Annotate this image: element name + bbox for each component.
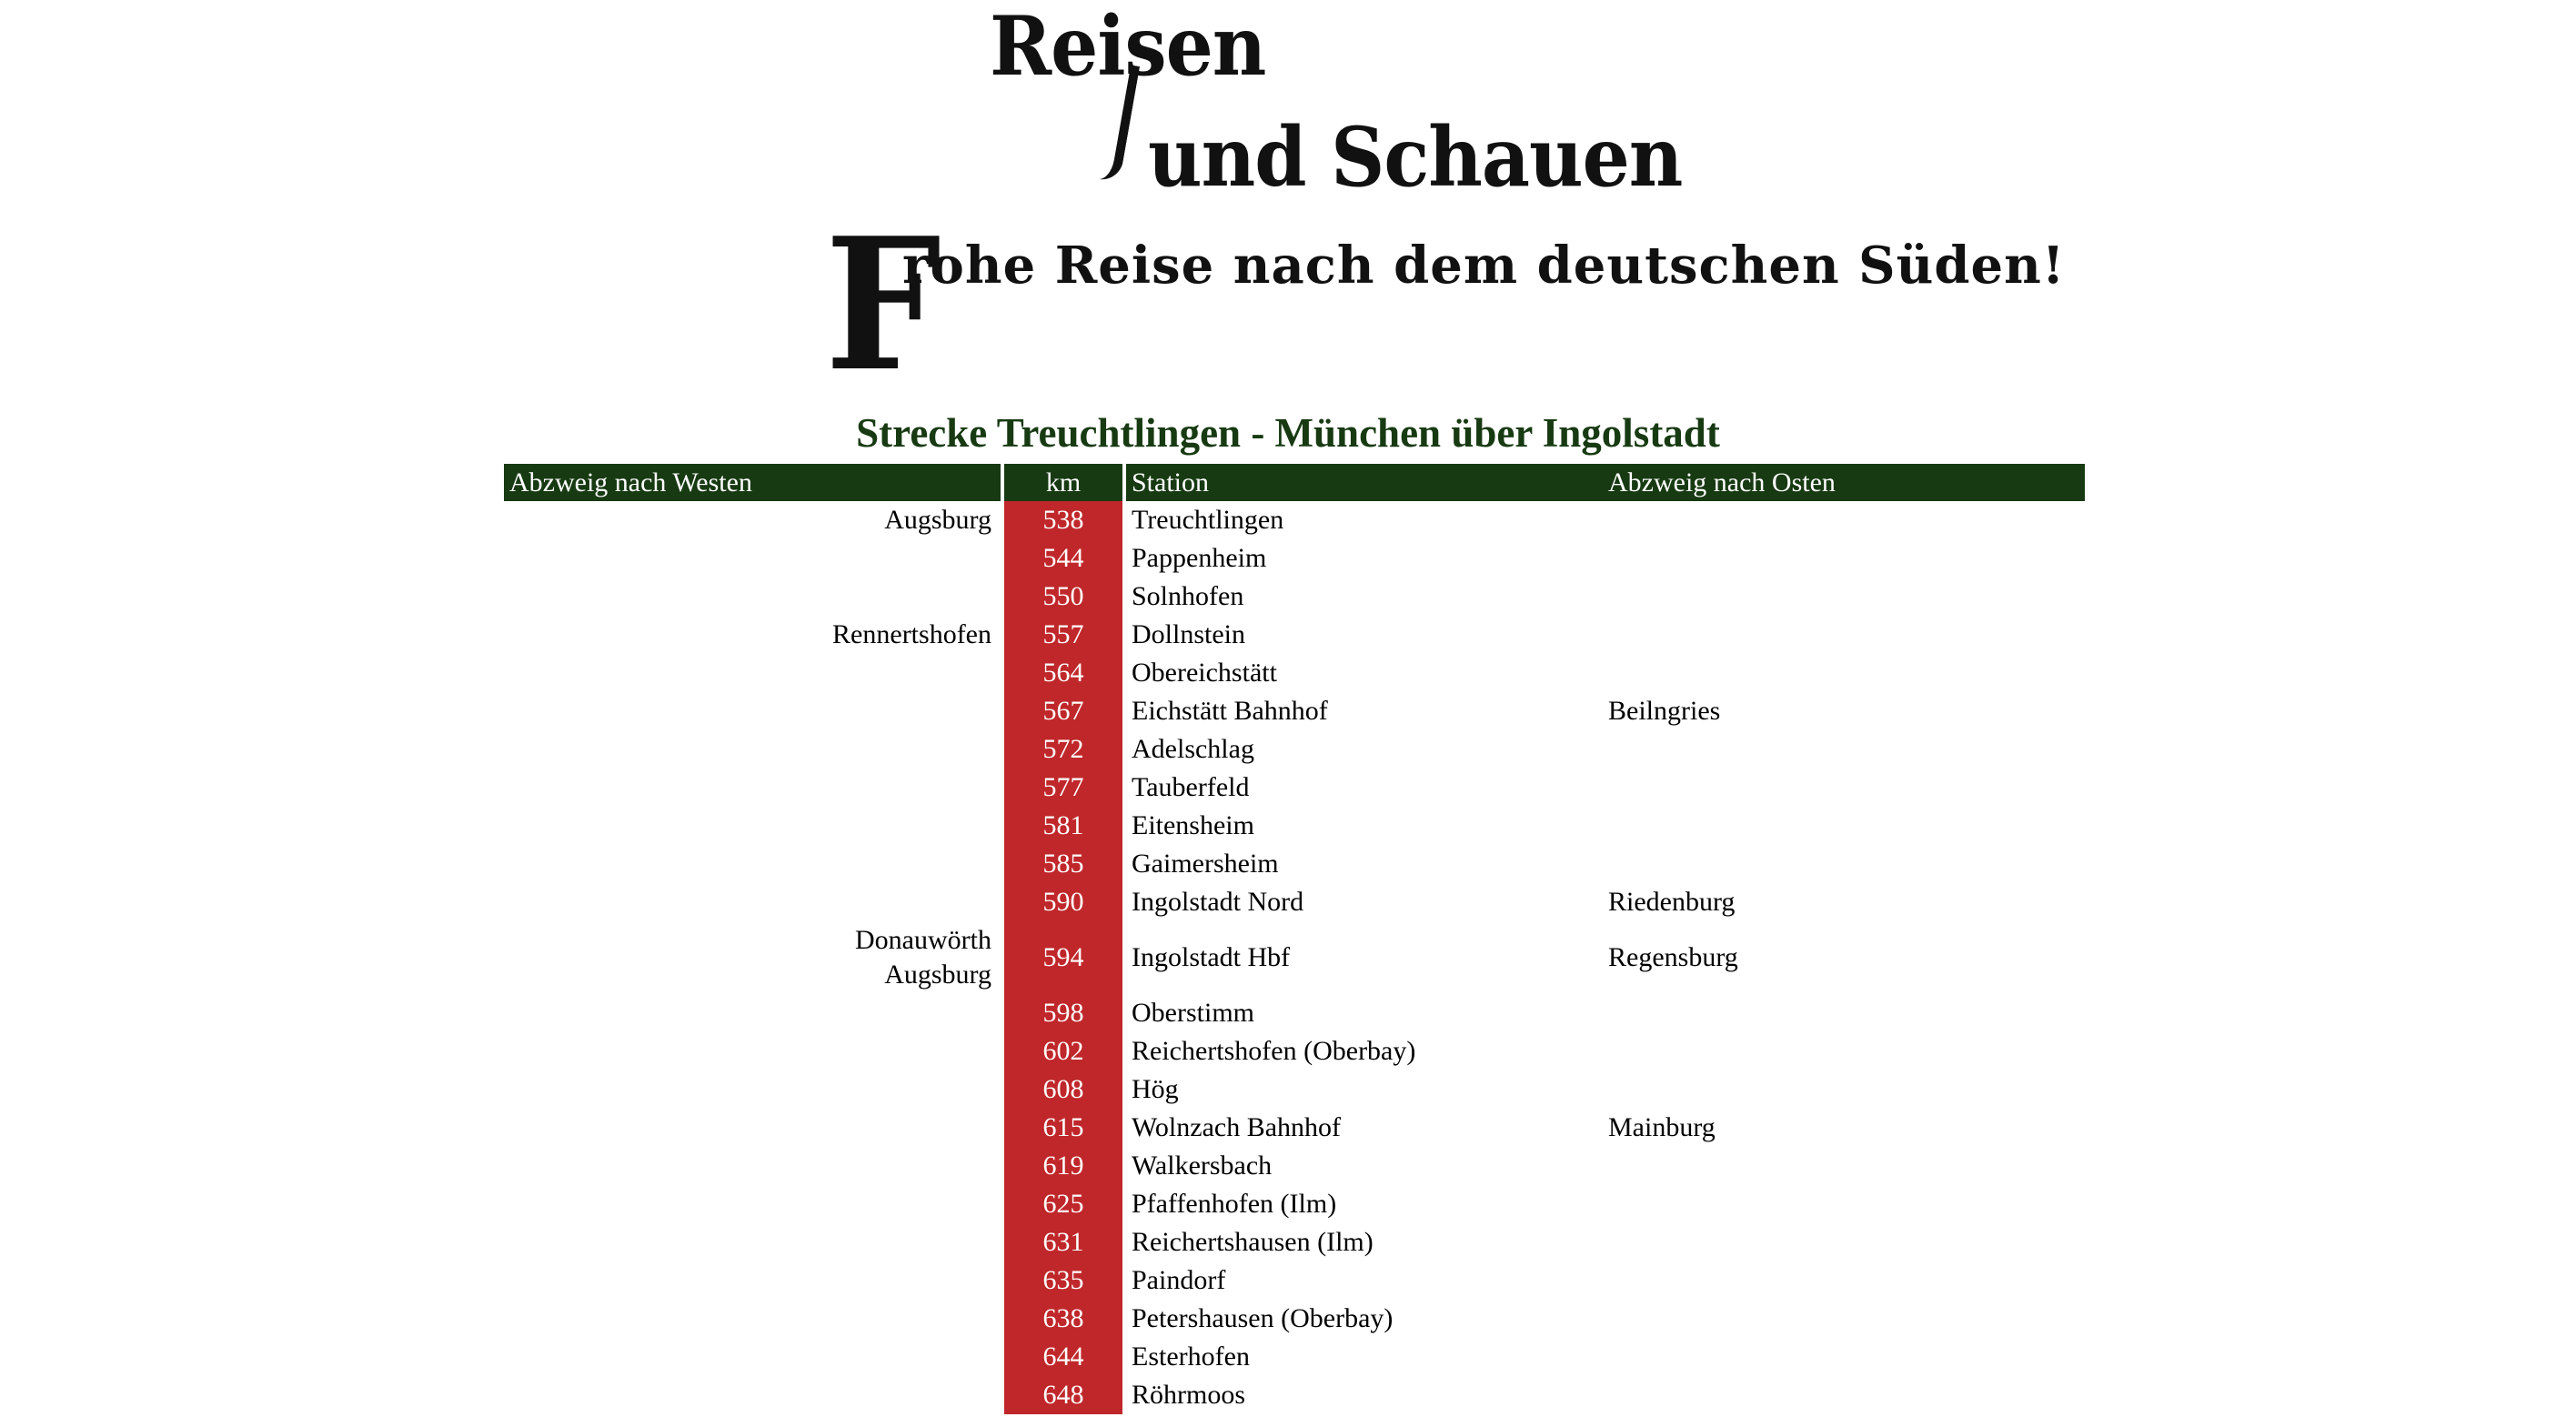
km-cell: 567 (1004, 692, 1122, 730)
km-cell: 550 (1004, 578, 1122, 616)
table-row (504, 578, 2085, 616)
station-cell: Adelschlag (1132, 734, 1254, 764)
table-row (504, 1376, 2085, 1414)
km-cell: 635 (1004, 1261, 1122, 1300)
station-cell: Paindorf (1132, 1265, 1226, 1295)
west-branch-cell (504, 807, 1001, 845)
km-cell: 615 (1004, 1109, 1122, 1147)
station-cell: Pfaffenhofen (Ilm) (1132, 1189, 1337, 1219)
west-branch-cell (504, 616, 1001, 654)
east-branch-cell (1603, 1070, 2085, 1109)
km-cell: 648 (1004, 1376, 1122, 1414)
motto-text: rohe Reise nach dem deutschen Süden! (902, 236, 2066, 296)
km-cell: 631 (1004, 1223, 1122, 1261)
east-branch-cell (1603, 845, 2085, 883)
east-branch-cell (1603, 769, 2085, 807)
station-cell: Petershausen (Oberbay) (1132, 1303, 1394, 1333)
table-row (504, 1185, 2085, 1223)
station-cell: Eichstätt Bahnhof (1132, 696, 1328, 726)
header-station: Station (1126, 464, 1603, 501)
km-cell: 602 (1004, 1032, 1122, 1070)
west-branch-cell (504, 1376, 1001, 1414)
east-branch-cell (1603, 1147, 2085, 1185)
table-row (504, 921, 2085, 994)
station-cell: Pappenheim (1132, 543, 1267, 573)
header-west: Abzweig nach Westen (504, 464, 1001, 501)
east-branch-cell (1603, 807, 2085, 845)
station-cell: Gaimersheim (1132, 849, 1279, 879)
table-row (504, 1032, 2085, 1070)
km-cell: 625 (1004, 1185, 1122, 1223)
table-row (504, 692, 2085, 730)
west-branch-cell (504, 501, 1001, 539)
table-row (504, 654, 2085, 692)
km-cell: 557 (1004, 616, 1122, 654)
table-row (504, 769, 2085, 807)
km-cell: 590 (1004, 883, 1122, 921)
table-row (504, 1261, 2085, 1300)
logo-line-1: Reisen (990, 0, 1266, 95)
west-branch-cell (504, 1032, 1001, 1070)
station-cell: Solnhofen (1132, 581, 1244, 611)
west-branch-cell (504, 1109, 1001, 1147)
east-branch-cell (1603, 578, 2085, 616)
km-cell: 644 (1004, 1338, 1122, 1376)
station-cell: Walkersbach (1132, 1151, 1273, 1181)
route-table-body (504, 501, 2085, 1414)
east-branch-cell (1603, 1338, 2085, 1376)
west-branch-name: Rennertshofen (832, 619, 991, 649)
table-row (504, 1070, 2085, 1109)
west-branch-cell (504, 1070, 1001, 1109)
table-row (504, 1147, 2085, 1185)
east-branch-cell (1603, 1376, 2085, 1414)
west-branch-cell (504, 654, 1001, 692)
station-cell: Ingolstadt Hbf (1132, 942, 1291, 972)
east-branch-cell (1603, 539, 2085, 578)
table-row (504, 845, 2085, 883)
east-branch-cell (1603, 501, 2085, 539)
station-cell: Treuchtlingen (1132, 505, 1284, 535)
route-table (504, 464, 2085, 1414)
station-cell: Reichertshofen (Oberbay) (1132, 1036, 1416, 1066)
station-cell: Dollnstein (1132, 619, 1245, 649)
east-branch-cell (1603, 730, 2085, 769)
west-branch-cell (504, 1261, 1001, 1300)
west-branch-cell (504, 692, 1001, 730)
table-row (504, 1109, 2085, 1147)
km-cell: 619 (1004, 1147, 1122, 1185)
east-branch-cell (1603, 1223, 2085, 1261)
km-cell: 585 (1004, 845, 1122, 883)
west-branch-cell (504, 1223, 1001, 1261)
west-branch-name: Augsburg (884, 505, 991, 535)
east-branch-cell: Mainburg (1608, 1112, 1716, 1142)
page-title: Strecke Treuchtlingen - München über Ingolstadt (856, 410, 1720, 456)
km-cell: 544 (1004, 539, 1122, 578)
motto-initial: F (825, 198, 941, 412)
station-cell: Röhrmoos (1132, 1380, 1246, 1410)
km-cell: 598 (1004, 994, 1122, 1032)
station-cell: Hög (1132, 1074, 1179, 1104)
east-branch-cell (1603, 1185, 2085, 1223)
east-branch-cell (1603, 1261, 2085, 1300)
west-branch-cell (504, 883, 1001, 921)
km-cell: 638 (1004, 1300, 1122, 1338)
east-branch-cell: Regensburg (1608, 942, 1738, 972)
km-cell: 564 (1004, 654, 1122, 692)
table-header-row (504, 464, 2085, 501)
east-branch-cell (1603, 1300, 2085, 1338)
east-branch-cell: Riedenburg (1608, 887, 1736, 917)
table-row (504, 616, 2085, 654)
east-branch-cell (1603, 1032, 2085, 1070)
km-cell: 572 (1004, 730, 1122, 769)
table-row (504, 807, 2085, 845)
header-km: km (1004, 464, 1122, 501)
east-branch-cell (1603, 654, 2085, 692)
west-branch-cell (504, 1338, 1001, 1376)
km-cell: 608 (1004, 1070, 1122, 1109)
west-branch-cell (504, 730, 1001, 769)
km-cell: 594 (1004, 921, 1122, 994)
station-cell: Reichertshausen (Ilm) (1132, 1227, 1374, 1257)
west-branch-cell (504, 845, 1001, 883)
station-cell: Wolnzach Bahnhof (1132, 1112, 1342, 1142)
station-cell: Eitensheim (1132, 810, 1254, 840)
station-cell: Tauberfeld (1132, 772, 1250, 802)
logo-line-2: und Schauen (1148, 109, 1683, 206)
station-cell: Obereichstätt (1132, 658, 1277, 688)
table-row (504, 1338, 2085, 1376)
west-branch-cell (504, 921, 1001, 994)
east-branch-cell (1603, 994, 2085, 1032)
km-cell: 577 (1004, 769, 1122, 807)
station-cell: Oberstimm (1132, 998, 1254, 1028)
motto (819, 198, 2066, 412)
west-branch-cell (504, 1300, 1001, 1338)
east-branch-cell (1603, 616, 2085, 654)
table-row (504, 501, 2085, 539)
west-branch-cell (504, 539, 1001, 578)
table-row (504, 730, 2085, 769)
west-branch-cell (504, 994, 1001, 1032)
west-branch-name: Donauwörth (855, 925, 991, 955)
west-branch-cell (504, 578, 1001, 616)
west-branch-cell (504, 769, 1001, 807)
station-cell: Ingolstadt Nord (1132, 887, 1304, 917)
east-branch-cell: Beilngries (1608, 696, 1721, 726)
table-row (504, 1223, 2085, 1261)
table-row (504, 883, 2085, 921)
table-row (504, 539, 2085, 578)
header-east: Abzweig nach Osten (1603, 464, 2085, 501)
table-row (504, 994, 2085, 1032)
west-branch-cell (504, 1147, 1001, 1185)
station-cell: Esterhofen (1132, 1342, 1250, 1372)
km-cell: 581 (1004, 807, 1122, 845)
table-row (504, 1300, 2085, 1338)
west-branch-cell (504, 1185, 1001, 1223)
west-branch-name: Augsburg (884, 960, 991, 990)
km-cell: 538 (1004, 501, 1122, 539)
